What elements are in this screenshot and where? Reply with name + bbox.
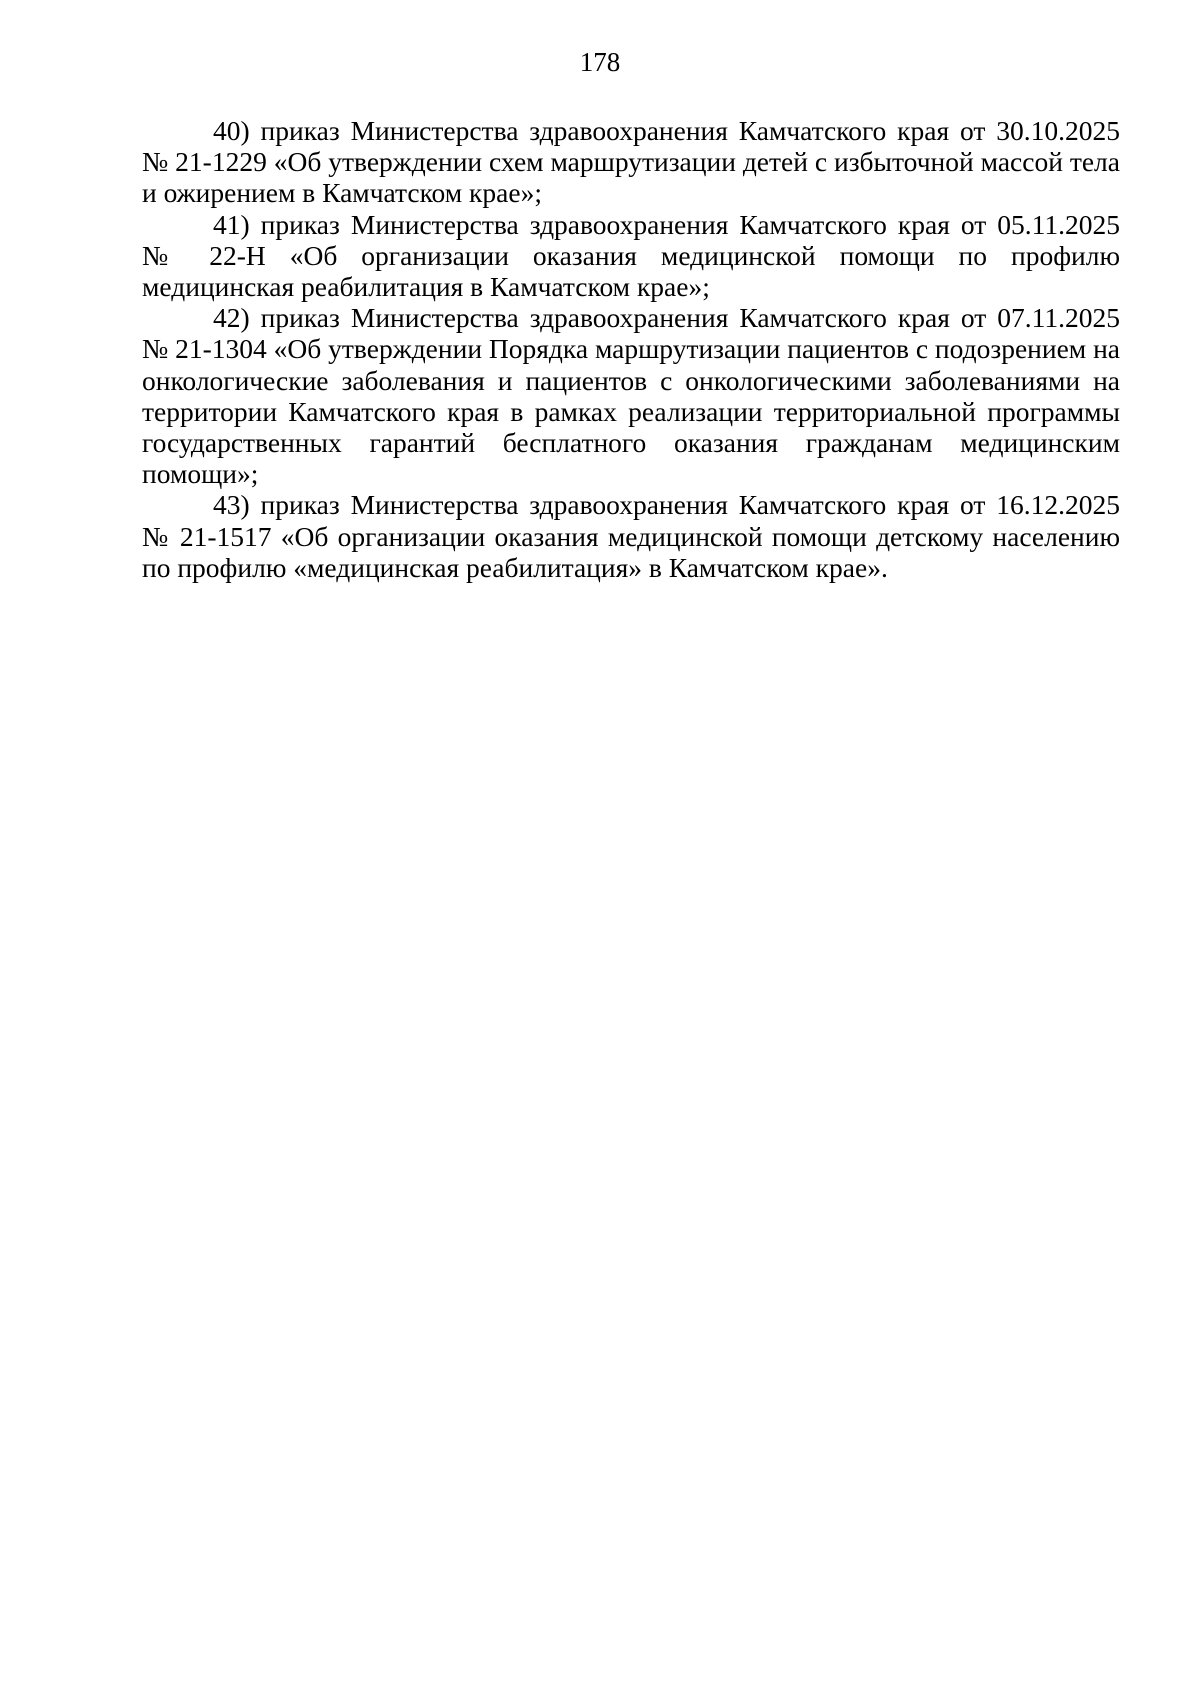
list-item-43: 43) приказ Министерства здравоохранения Камчатского края от 16.12.2025 № 21-1517 «Об организации оказания медицинской помощи детскому населению по профилю «медицинская реабилитация» в Камчатском крае». xyxy=(142,489,1120,583)
document-body xyxy=(142,115,1120,583)
list-item-41: 41) приказ Министерства здравоохранения Камчатского края от 05.11.2025 № 22-Н «Об организации оказания медицинской помощи по профилю медицинская реабилитация в Камчатском крае»; xyxy=(142,208,1120,303)
list-item-40: 40) приказ Министерства здравоохранения Камчатского края от 30.10.2025 № 21-1229 «Об утверждении схем маршрутизации детей с избыточной массой тела и ожирением в Камчатском крае»; xyxy=(142,115,1120,209)
list-item-42: 42) приказ Министерства здравоохранения Камчатского края от 07.11.2025 № 21-1304 «Об утверждении Порядка маршрутизации пациентов с подозрением на онкологические заболевания и пациентов с онкологическими заболеваниями на территории Камчатского края в рамках реализации территориальной программы государственных гарантий бесплатного оказания гражданам медицинским помощи»; xyxy=(142,302,1120,490)
page-number: 178 xyxy=(579,47,621,77)
